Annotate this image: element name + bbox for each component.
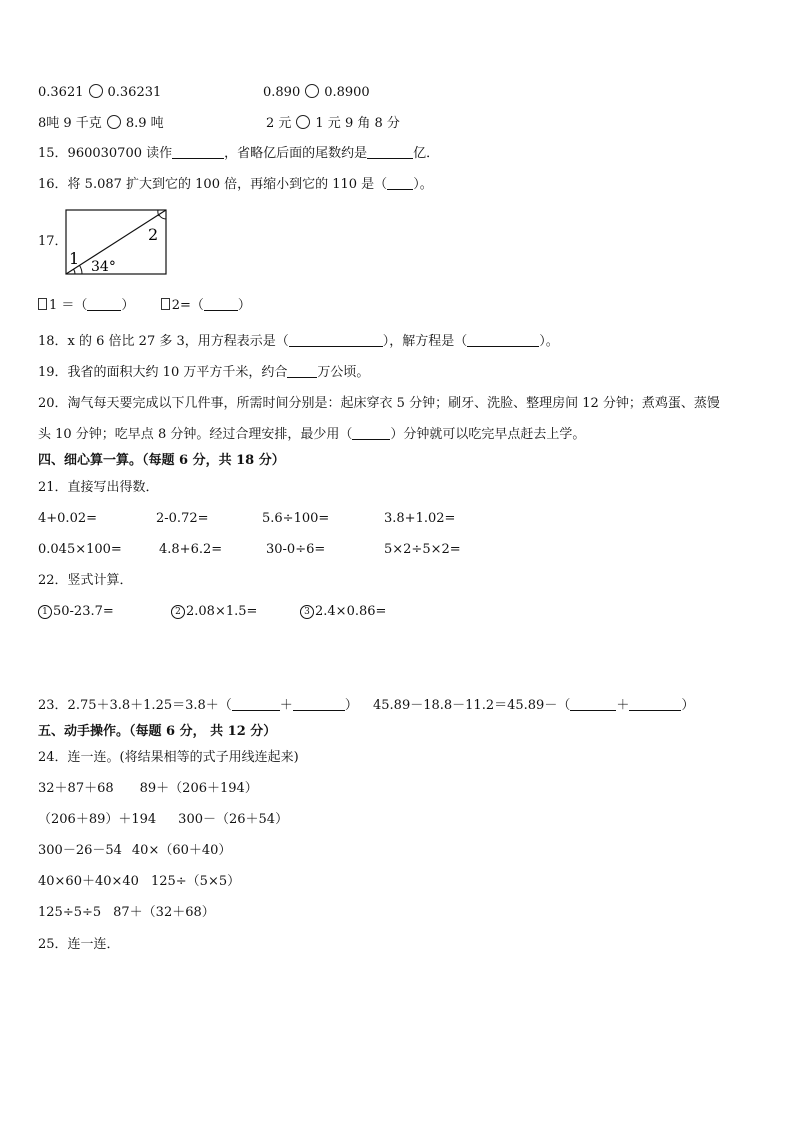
enclosed-number-2: 2 bbox=[171, 605, 185, 619]
q18-blank-2[interactable] bbox=[467, 334, 539, 347]
compare-circle-b[interactable] bbox=[305, 84, 319, 98]
angle-2-label: 2 bbox=[148, 225, 159, 244]
q23-text: 23．2.75＋3.8＋1.25＝3.8＋（ bbox=[38, 698, 232, 713]
question-15 bbox=[38, 146, 439, 162]
q24-right-expr[interactable]: 40×（60＋40） bbox=[131, 843, 232, 858]
q24-right-expr[interactable]: 89＋（206＋194） bbox=[139, 781, 258, 796]
q24-left-expr[interactable]: 300－26－54 bbox=[38, 843, 122, 858]
compare-b-left: 0.890 bbox=[263, 85, 301, 100]
compare-c-right: 8.9 吨 bbox=[125, 116, 164, 131]
question-23 bbox=[38, 698, 358, 714]
q19-text-2: 万公顷。 bbox=[317, 365, 370, 380]
q15-text-3: 亿． bbox=[413, 146, 440, 161]
q21-title: 21．直接写出得数． bbox=[38, 480, 159, 495]
q15-text: 15．960030700 读作 bbox=[38, 146, 173, 161]
q21-r1-c4: 3.8+1.02= bbox=[384, 511, 456, 526]
q24-left-expr[interactable]: 125÷5÷5 bbox=[38, 905, 102, 920]
q23-close-2: ） bbox=[681, 698, 695, 713]
q24-left-expr[interactable]: 32＋87＋68 bbox=[38, 781, 114, 796]
q24-row-3 bbox=[38, 843, 231, 859]
q17-ans1-suffix: ） bbox=[121, 298, 135, 313]
compare-a-right: 0.36231 bbox=[107, 85, 162, 100]
q20-blank[interactable] bbox=[352, 427, 390, 440]
angle-2-arc bbox=[158, 210, 159, 216]
q22-title: 22．竖式计算． bbox=[38, 573, 133, 588]
q23-close: ） bbox=[344, 698, 358, 713]
compare-row-1b bbox=[263, 84, 370, 101]
q22-item-2 bbox=[171, 604, 257, 620]
compare-row-1 bbox=[38, 84, 161, 101]
q16-text-2: ）。 bbox=[413, 177, 433, 192]
compare-d-left: 2 元 bbox=[266, 116, 292, 131]
q21-r1-c1: 4+0.02= bbox=[38, 511, 98, 526]
angle-34-label: 34° bbox=[91, 259, 116, 275]
compare-b-right: 0.8900 bbox=[324, 85, 370, 100]
q19-text: 19．我省的面积大约 10 万平方千米，约合 bbox=[38, 365, 288, 380]
compare-c-left: 8吨 9 千克 bbox=[38, 116, 102, 131]
q15-blank-2[interactable] bbox=[367, 146, 413, 159]
compare-a-left: 0.3621 bbox=[38, 85, 84, 100]
q18-blank-1[interactable] bbox=[289, 334, 383, 347]
compare-circle-d[interactable] bbox=[296, 115, 310, 129]
enclosed-number-1: 1 bbox=[38, 605, 52, 619]
question-20-line-1: 20．淘气每天要完成以下几件事，所需时间分别是：起床穿衣 5 分钟；刷牙、洗脸、整理房间 12 分钟；煮鸡蛋、蒸馒 bbox=[38, 396, 720, 411]
angle-2-arc-b bbox=[159, 215, 166, 219]
q23-blank-2[interactable] bbox=[293, 698, 345, 711]
q24-row-1 bbox=[38, 781, 258, 797]
section-4-title: 四、细心算一算。（每题 6 分，共 18 分） bbox=[38, 453, 285, 468]
q23-plus-2: ＋ bbox=[616, 698, 630, 713]
q22-expr-1: 50-23.7= bbox=[53, 604, 114, 619]
question-23-part-2 bbox=[373, 698, 694, 714]
q23-plus: ＋ bbox=[279, 698, 293, 713]
q17-blank-2[interactable] bbox=[204, 298, 238, 311]
section-5-title: 五、动手操作。（每题 6 分， 共 12 分） bbox=[38, 724, 277, 739]
angle-symbol-icon bbox=[161, 298, 170, 310]
q15-blank-1[interactable] bbox=[172, 146, 224, 159]
q24-title: 24．连一连。(将结果相等的式子用线连起来) bbox=[38, 750, 299, 765]
q22-item-1 bbox=[38, 604, 114, 620]
q24-row-4 bbox=[38, 874, 240, 890]
q24-row-5 bbox=[38, 905, 215, 921]
q17-ans2-prefix: 2=（ bbox=[171, 298, 204, 313]
q25-title: 25．连一连． bbox=[38, 937, 120, 952]
compare-row-2 bbox=[38, 115, 164, 132]
q24-left-expr[interactable]: （206＋89）＋194 bbox=[38, 812, 157, 827]
q21-r2-c3: 30-0÷6= bbox=[266, 542, 326, 557]
compare-row-2b bbox=[266, 115, 400, 132]
q16-blank[interactable] bbox=[387, 177, 413, 190]
q17-ans1-prefix: 1 ＝（ bbox=[49, 298, 88, 313]
q17-number: 17． bbox=[38, 234, 68, 249]
compare-circle-a[interactable] bbox=[89, 84, 103, 98]
question-16 bbox=[38, 177, 433, 193]
q22-item-3 bbox=[300, 604, 386, 620]
q21-r1-c2: 2-0.72= bbox=[156, 511, 209, 526]
q17-ans2-suffix: ） bbox=[237, 298, 251, 313]
q17-rectangle-figure bbox=[63, 207, 169, 277]
enclosed-number-3: 3 bbox=[300, 605, 314, 619]
q18-text: 18．x 的 6 倍比 27 多 3，用方程表示是（ bbox=[38, 334, 289, 349]
q18-text-3: ）。 bbox=[539, 334, 559, 349]
q17-answers bbox=[38, 298, 251, 314]
question-20-line-2 bbox=[38, 427, 585, 443]
q23-blank-3[interactable] bbox=[570, 698, 616, 711]
q21-r2-c2: 4.8+6.2= bbox=[159, 542, 223, 557]
q23-blank-1[interactable] bbox=[232, 698, 280, 711]
q20-text: 头 10 分钟；吃早点 8 分钟。经过合理安排，最少用（ bbox=[38, 427, 353, 442]
q22-expr-3: 2.4×0.86= bbox=[315, 604, 387, 619]
q24-row-2 bbox=[38, 812, 288, 828]
q16-text: 16．将 5.087 扩大到它的 100 倍，再缩小到它的 110 是（ bbox=[38, 177, 388, 192]
compare-circle-c[interactable] bbox=[107, 115, 121, 129]
q17-blank-1[interactable] bbox=[87, 298, 121, 311]
q19-blank[interactable] bbox=[287, 365, 317, 378]
angle-symbol-icon bbox=[38, 298, 47, 310]
question-19 bbox=[38, 365, 369, 381]
question-18 bbox=[38, 334, 559, 350]
q24-right-expr[interactable]: 300－（26＋54） bbox=[178, 812, 289, 827]
compare-d-right: 1 元 9 角 8 分 bbox=[315, 116, 400, 131]
q24-left-expr[interactable]: 40×60＋40×40 bbox=[38, 874, 139, 889]
q20-text-2: ）分钟就可以吃完早点赶去上学。 bbox=[390, 427, 586, 442]
angle-1-label: 1 bbox=[69, 249, 80, 268]
q21-r2-c4: 5×2÷5×2= bbox=[384, 542, 461, 557]
q23-blank-4[interactable] bbox=[629, 698, 681, 711]
q15-text-2: ，省略亿后面的尾数约是 bbox=[224, 146, 368, 161]
q24-right-expr[interactable]: 125÷（5×5） bbox=[150, 874, 241, 889]
angle-1-arc bbox=[74, 269, 75, 274]
q21-r2-c1: 0.045×100= bbox=[38, 542, 122, 557]
q24-right-expr[interactable]: 87＋（32＋68） bbox=[113, 905, 215, 920]
q18-text-2: ），解方程是（ bbox=[382, 334, 468, 349]
q23-text-2: 45.89－18.8－11.2＝45.89－（ bbox=[373, 698, 571, 713]
q22-expr-2: 2.08×1.5= bbox=[186, 604, 258, 619]
q21-r1-c3: 5.6÷100= bbox=[262, 511, 330, 526]
angle-34-arc bbox=[80, 265, 83, 274]
